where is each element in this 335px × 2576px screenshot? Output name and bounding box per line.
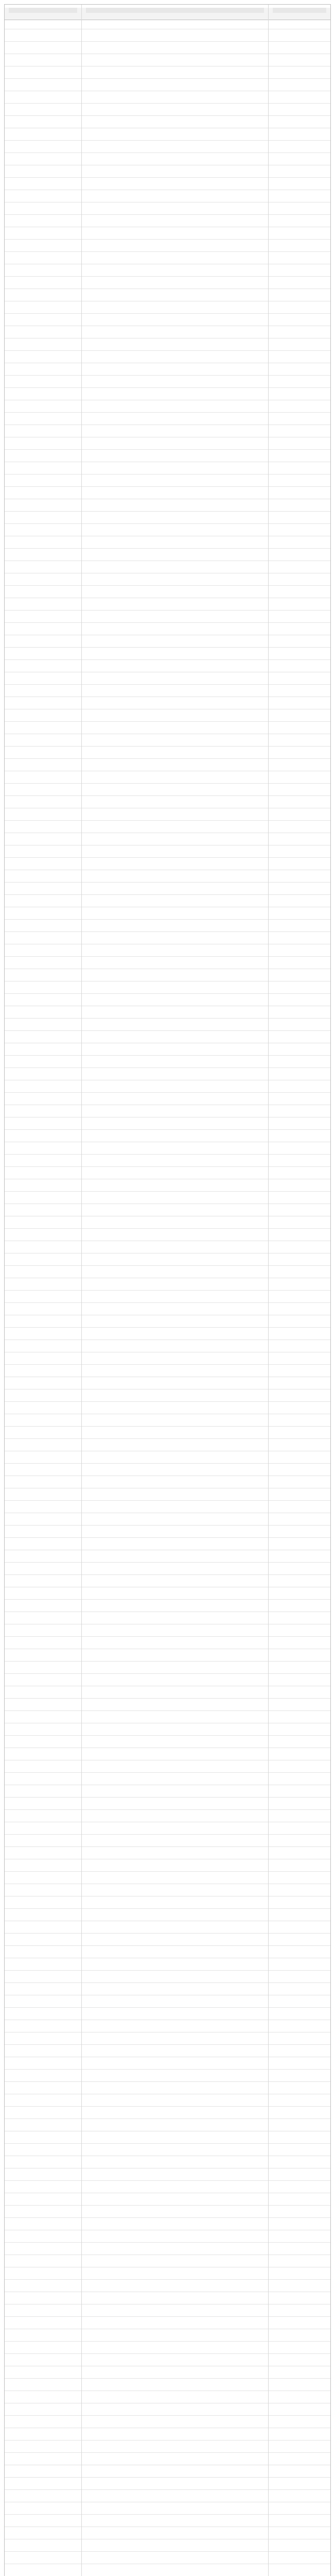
text-placeholder	[273, 8, 326, 13]
table-column-3	[269, 5, 330, 2576]
text-placeholder	[9, 8, 77, 13]
table-column-2	[82, 5, 269, 2576]
document-table	[4, 4, 331, 2576]
table-header-cell-3	[269, 8, 330, 20]
table-header-cell-1	[5, 8, 81, 20]
table-header-cell-2	[82, 8, 268, 20]
table-column-1	[5, 5, 82, 2576]
text-placeholder	[86, 8, 264, 13]
